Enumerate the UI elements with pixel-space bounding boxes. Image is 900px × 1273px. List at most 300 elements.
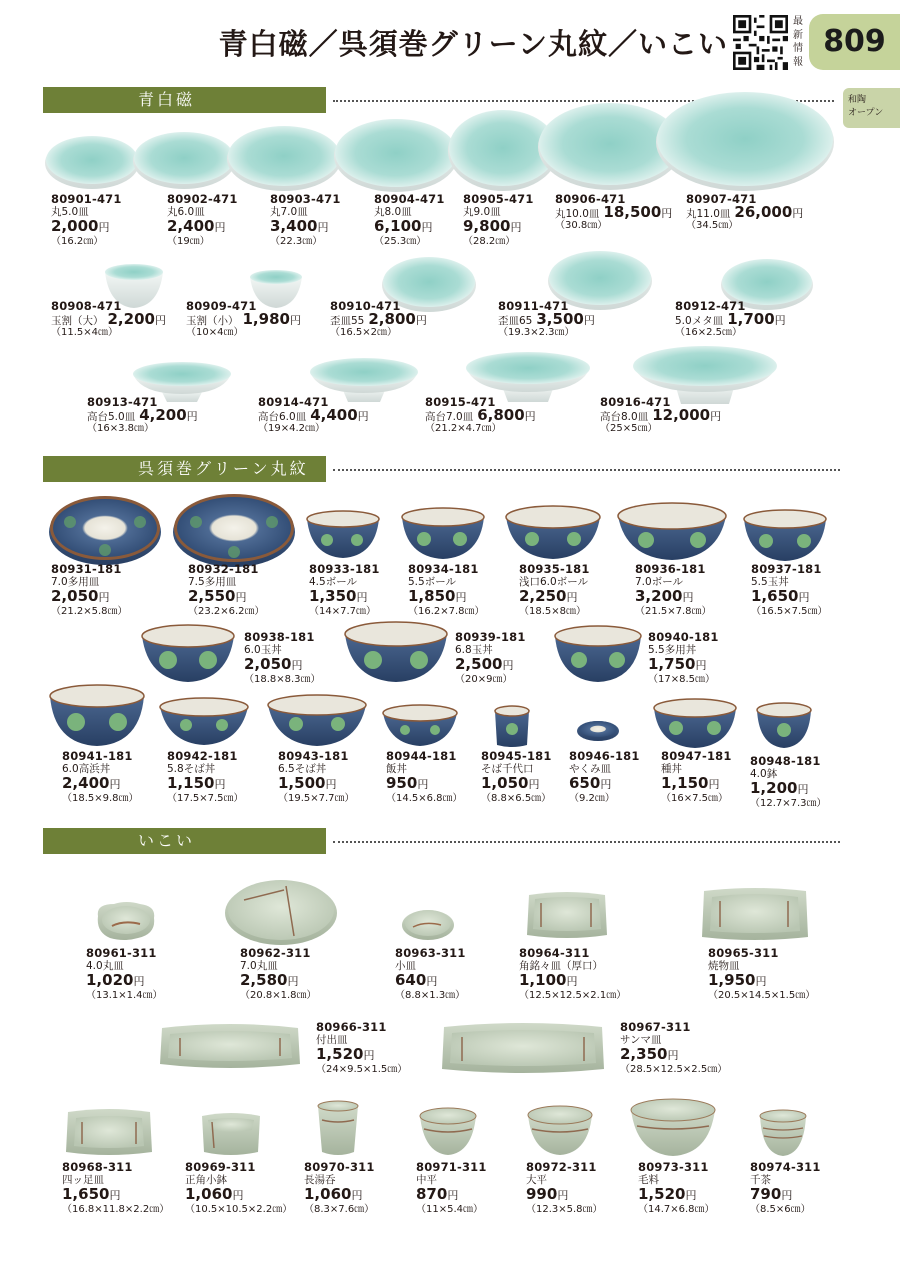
yen-unit: 円 xyxy=(455,591,467,604)
product-item[interactable] xyxy=(638,1161,715,1217)
product-item[interactable] xyxy=(87,396,198,436)
yen-unit: 円 xyxy=(415,313,427,327)
product-size: （13.1×1.4㎝） xyxy=(86,990,163,1001)
yen-unit: 円 xyxy=(291,659,303,672)
product-name: 付出皿 xyxy=(316,1033,348,1046)
product-photo xyxy=(94,900,158,942)
product-photo xyxy=(44,130,140,190)
yen-unit: 円 xyxy=(583,313,595,327)
product-size: （16.8×11.8×2.2㎝） xyxy=(62,1204,170,1215)
product-code: 80908-471 xyxy=(51,299,122,313)
product-name: 角銘々皿（厚口） xyxy=(519,959,603,972)
product-name: 丸11.0皿 xyxy=(686,207,731,220)
product-code: 80971-311 xyxy=(416,1160,487,1174)
product-code: 80916-471 xyxy=(600,395,671,409)
product-photo xyxy=(64,1106,154,1160)
product-item[interactable] xyxy=(416,1161,487,1217)
section-header-ikoi: いこい xyxy=(43,828,326,854)
product-item[interactable] xyxy=(498,300,595,340)
product-size: （17×8.5㎝） xyxy=(648,674,716,685)
product-name: 大平 xyxy=(526,1173,547,1186)
product-code: 80901-471 xyxy=(51,192,122,206)
product-price: 1,520 xyxy=(638,1185,686,1203)
product-code: 80933-181 xyxy=(309,562,380,576)
product-size: （21.2×4.7㎝） xyxy=(425,423,502,434)
product-name: 丸5.0皿 xyxy=(51,205,89,218)
product-code: 80967-311 xyxy=(620,1020,691,1034)
product-price: 1,020 xyxy=(86,971,134,989)
product-item[interactable] xyxy=(395,947,466,1003)
yen-unit: 円 xyxy=(109,778,121,791)
product-item[interactable] xyxy=(686,193,803,233)
product-item[interactable] xyxy=(600,396,721,436)
product-price: 1,700 xyxy=(727,309,775,328)
product-name: サンマ皿 xyxy=(620,1033,662,1046)
yen-unit: 円 xyxy=(661,206,673,220)
product-name: そば千代口 xyxy=(481,762,534,775)
product-price: 1,650 xyxy=(751,587,799,605)
product-photo xyxy=(266,694,368,748)
product-code: 80912-471 xyxy=(675,299,746,313)
yen-unit: 円 xyxy=(524,409,536,423)
section-divider xyxy=(333,841,840,843)
product-name: 焼物皿 xyxy=(708,959,740,972)
product-name: 5.5玉丼 xyxy=(751,575,789,588)
yen-unit: 円 xyxy=(710,409,722,423)
product-name: 7.0ボール xyxy=(635,575,683,588)
product-price: 1,750 xyxy=(648,655,696,673)
yen-unit: 円 xyxy=(528,778,540,791)
product-item[interactable] xyxy=(330,300,427,340)
yen-unit: 円 xyxy=(186,409,198,423)
product-item[interactable] xyxy=(661,750,732,806)
product-code: 80905-471 xyxy=(463,192,534,206)
product-price: 2,350 xyxy=(620,1045,668,1063)
product-photo xyxy=(172,490,296,568)
product-size: （14.5×6.8㎝） xyxy=(386,793,463,804)
product-item[interactable] xyxy=(244,631,321,687)
product-photo xyxy=(526,1105,594,1157)
product-size: （16×3.8㎝） xyxy=(87,423,155,434)
product-name: やくみ皿 xyxy=(569,762,611,775)
product-size: （23.2×6.2㎝） xyxy=(188,606,265,617)
yen-unit: 円 xyxy=(351,1189,363,1202)
product-size: （10×4㎝） xyxy=(186,327,244,338)
product-item[interactable] xyxy=(240,947,317,1003)
product-size: （19×4.2㎝） xyxy=(258,423,326,434)
page-title: 青白磁／呉須巻グリーン丸紋／いこい xyxy=(218,27,728,61)
product-name: 小皿 xyxy=(395,959,416,972)
product-name: 5.5ボール xyxy=(408,575,456,588)
product-price: 950 xyxy=(386,774,418,792)
product-item[interactable] xyxy=(86,947,163,1003)
product-code: 80902-471 xyxy=(167,192,238,206)
product-size: （10.5×10.5×2.2㎝） xyxy=(185,1204,293,1215)
product-code: 80913-471 xyxy=(87,395,158,409)
product-photo xyxy=(493,705,531,749)
product-photo xyxy=(226,118,342,192)
product-size: （12.7×7.3㎝） xyxy=(750,798,827,809)
yen-unit: 円 xyxy=(600,778,612,791)
product-code: 80948-181 xyxy=(750,754,821,768)
product-name: 高台8.0皿 xyxy=(600,410,649,423)
product-size: （18.8×8.3㎝） xyxy=(244,674,321,685)
product-price: 2,050 xyxy=(244,655,292,673)
yen-unit: 円 xyxy=(109,1189,121,1202)
product-item[interactable] xyxy=(526,1161,603,1217)
product-photo xyxy=(758,1108,808,1158)
yen-unit: 円 xyxy=(781,1189,793,1202)
product-item[interactable] xyxy=(569,750,640,806)
yen-unit: 円 xyxy=(356,591,368,604)
product-name: 浅口6.0ボール xyxy=(519,575,588,588)
product-code: 80947-181 xyxy=(661,749,732,763)
product-code: 80915-471 xyxy=(425,395,496,409)
product-item[interactable] xyxy=(62,750,139,806)
product-code: 80966-311 xyxy=(316,1020,387,1034)
product-item[interactable] xyxy=(316,1021,407,1077)
product-item[interactable] xyxy=(304,1161,375,1217)
product-name: 5.5多用丼 xyxy=(648,643,697,656)
product-name: 玉割（大） xyxy=(51,314,104,327)
product-item[interactable] xyxy=(408,563,485,619)
product-code: 80909-471 xyxy=(186,299,257,313)
product-price: 1,980 xyxy=(242,309,290,328)
product-price: 1,200 xyxy=(750,779,798,797)
yen-unit: 円 xyxy=(774,313,786,327)
product-photo xyxy=(700,885,810,945)
product-code: 80903-471 xyxy=(270,192,341,206)
product-price: 6,800 xyxy=(477,405,525,424)
product-price: 2,200 xyxy=(107,309,155,328)
product-item[interactable] xyxy=(635,563,712,619)
product-code: 80934-181 xyxy=(408,562,479,576)
product-code: 80907-471 xyxy=(686,192,757,206)
yen-unit: 円 xyxy=(98,591,110,604)
product-price: 3,500 xyxy=(536,309,584,328)
product-price: 1,100 xyxy=(519,971,567,989)
product-size: （17.5×7.5㎝） xyxy=(167,793,244,804)
product-price: 870 xyxy=(416,1185,448,1203)
product-size: （9.2㎝） xyxy=(569,793,615,804)
product-item[interactable] xyxy=(51,563,128,619)
product-code: 80969-311 xyxy=(185,1160,256,1174)
product-name: 丸9.0皿 xyxy=(463,205,501,218)
product-item[interactable] xyxy=(374,193,445,249)
yen-unit: 円 xyxy=(447,1189,459,1202)
product-size: （8.8×1.3㎝） xyxy=(395,990,466,1001)
product-price: 1,060 xyxy=(304,1185,352,1203)
product-price: 4,200 xyxy=(139,405,187,424)
product-price: 1,850 xyxy=(408,587,456,605)
product-name: 7.0多用皿 xyxy=(51,575,100,588)
product-item[interactable] xyxy=(750,1161,821,1217)
product-code: 80941-181 xyxy=(62,749,133,763)
product-code: 80974-311 xyxy=(750,1160,821,1174)
yen-unit: 円 xyxy=(755,975,767,988)
product-code: 80932-181 xyxy=(188,562,259,576)
yen-unit: 円 xyxy=(798,591,810,604)
product-photo xyxy=(343,620,449,684)
product-code: 80964-311 xyxy=(519,946,590,960)
product-size: （8.3×7.6㎝） xyxy=(304,1204,375,1215)
product-size: （19.3×2.3㎝） xyxy=(498,327,575,338)
yen-unit: 円 xyxy=(797,783,809,796)
category-tab-line2: オープン xyxy=(848,108,884,118)
yen-unit: 円 xyxy=(510,221,522,234)
product-price: 1,150 xyxy=(167,774,215,792)
product-price: 1,050 xyxy=(481,774,529,792)
product-name: 毛料 xyxy=(638,1173,659,1186)
yen-unit: 円 xyxy=(667,1049,679,1062)
product-code: 80973-311 xyxy=(638,1160,709,1174)
product-price: 3,200 xyxy=(635,587,683,605)
product-size: （8.8×6.5㎝） xyxy=(481,793,552,804)
product-code: 80936-181 xyxy=(635,562,706,576)
yen-unit: 円 xyxy=(98,221,110,234)
product-item[interactable] xyxy=(519,947,626,1003)
product-price: 1,500 xyxy=(278,774,326,792)
product-code: 80944-181 xyxy=(386,749,457,763)
product-item[interactable] xyxy=(751,563,828,619)
product-name: 4.0丸皿 xyxy=(86,959,124,972)
product-photo xyxy=(381,704,459,748)
product-size: （25×5㎝） xyxy=(600,423,658,434)
product-size: （16×2.5㎝） xyxy=(675,327,743,338)
product-photo xyxy=(140,624,236,684)
product-size: （18.5×9.8㎝） xyxy=(62,793,139,804)
product-photo xyxy=(401,907,455,941)
product-item[interactable] xyxy=(167,193,238,249)
product-photo xyxy=(224,876,338,946)
yen-unit: 円 xyxy=(357,409,369,423)
product-code: 80942-181 xyxy=(167,749,238,763)
product-name: 丸8.0皿 xyxy=(374,205,412,218)
product-photo xyxy=(742,509,828,563)
yen-unit: 円 xyxy=(566,591,578,604)
product-price: 2,000 xyxy=(51,217,99,235)
product-item[interactable] xyxy=(708,947,815,1003)
product-price: 9,800 xyxy=(463,217,511,235)
product-price: 640 xyxy=(395,971,427,989)
product-price: 2,580 xyxy=(240,971,288,989)
product-item[interactable] xyxy=(620,1021,727,1077)
product-size: （28.5×12.5×2.5㎝） xyxy=(620,1064,728,1075)
product-item[interactable] xyxy=(185,1161,292,1217)
product-photo xyxy=(48,684,146,748)
yen-unit: 円 xyxy=(289,313,301,327)
product-item[interactable] xyxy=(425,396,536,436)
product-name: 高台6.0皿 xyxy=(258,410,307,423)
product-item[interactable] xyxy=(167,750,244,806)
yen-unit: 円 xyxy=(317,221,329,234)
yen-unit: 円 xyxy=(417,778,429,791)
product-code: 80970-311 xyxy=(304,1160,375,1174)
product-price: 1,520 xyxy=(316,1045,364,1063)
product-price: 2,050 xyxy=(51,587,99,605)
product-photo xyxy=(158,697,250,747)
product-size: （21.2×5.8㎝） xyxy=(51,606,128,617)
product-item[interactable] xyxy=(463,193,534,249)
product-photo xyxy=(652,698,738,750)
product-code: 80963-311 xyxy=(395,946,466,960)
yen-unit: 円 xyxy=(133,975,145,988)
product-price: 4,400 xyxy=(310,405,358,424)
yen-unit: 円 xyxy=(232,1189,244,1202)
product-price: 26,000 xyxy=(734,202,793,221)
product-item[interactable] xyxy=(555,193,672,233)
product-size: （19㎝） xyxy=(167,236,210,247)
product-name: 歪皿55 xyxy=(330,314,365,327)
yen-unit: 円 xyxy=(685,1189,697,1202)
product-photo xyxy=(400,507,486,561)
product-name: 6.0高浜丼 xyxy=(62,762,111,775)
product-size: （34.5㎝） xyxy=(686,220,739,231)
product-size: （30.8㎝） xyxy=(555,220,608,231)
product-item[interactable] xyxy=(750,755,827,811)
product-item[interactable] xyxy=(455,631,526,687)
product-size: （12.5×12.5×2.1㎝） xyxy=(519,990,627,1001)
product-size: （8.5×6㎝） xyxy=(750,1204,811,1215)
product-item[interactable] xyxy=(186,300,301,340)
section-header-seihakuji: 青白磁 xyxy=(43,87,326,113)
product-price: 2,400 xyxy=(62,774,110,792)
product-price: 1,060 xyxy=(185,1185,233,1203)
product-price: 1,150 xyxy=(661,774,709,792)
product-name: 正角小鉢 xyxy=(185,1173,227,1186)
product-name: 4.0鉢 xyxy=(750,767,778,780)
product-name: 丸10.0皿 xyxy=(555,207,600,220)
yen-unit: 円 xyxy=(557,1189,569,1202)
product-name: 中平 xyxy=(416,1173,437,1186)
yen-unit: 円 xyxy=(792,206,804,220)
yen-unit: 円 xyxy=(235,591,247,604)
yen-unit: 円 xyxy=(363,1049,375,1062)
product-size: （14×7.7㎝） xyxy=(309,606,377,617)
product-item[interactable] xyxy=(188,563,265,619)
product-size: （11×5.4㎝） xyxy=(416,1204,484,1215)
product-item[interactable] xyxy=(62,1161,169,1217)
product-code: 80911-471 xyxy=(498,299,569,313)
product-name: 7.0丸皿 xyxy=(240,959,278,972)
product-code: 80904-471 xyxy=(374,192,445,206)
category-tab-line1: 和陶 xyxy=(848,95,867,105)
product-price: 1,350 xyxy=(309,587,357,605)
product-photo xyxy=(755,702,813,750)
product-price: 2,400 xyxy=(167,217,215,235)
product-price: 2,500 xyxy=(455,655,503,673)
product-price: 1,950 xyxy=(708,971,756,989)
product-price: 790 xyxy=(750,1185,782,1203)
product-name: 飯丼 xyxy=(386,762,407,775)
product-price: 2,550 xyxy=(188,587,236,605)
product-name: 玉割（小） xyxy=(186,314,239,327)
product-item[interactable] xyxy=(481,750,552,806)
product-photo xyxy=(553,624,643,684)
product-item[interactable] xyxy=(270,193,341,249)
product-item[interactable] xyxy=(519,563,590,619)
product-photo xyxy=(525,889,609,941)
product-code: 80931-181 xyxy=(51,562,122,576)
product-name: 6.8玉丼 xyxy=(455,643,493,656)
product-code: 80935-181 xyxy=(519,562,590,576)
product-name: 歪皿65 xyxy=(498,314,533,327)
product-photo xyxy=(48,492,162,566)
product-price: 12,000 xyxy=(652,405,711,424)
product-size: （21.5×7.8㎝） xyxy=(635,606,712,617)
yen-unit: 円 xyxy=(287,975,299,988)
product-photo xyxy=(418,1107,478,1157)
yen-unit: 円 xyxy=(682,591,694,604)
product-photo xyxy=(305,510,381,560)
product-code: 80968-311 xyxy=(62,1160,133,1174)
product-price: 2,250 xyxy=(519,587,567,605)
product-code: 80940-181 xyxy=(648,630,719,644)
yen-unit: 円 xyxy=(154,313,166,327)
product-name: 長湯呑 xyxy=(304,1173,336,1186)
product-item[interactable] xyxy=(648,631,719,687)
product-item[interactable] xyxy=(258,396,369,436)
product-item[interactable] xyxy=(309,563,380,619)
product-size: （19.5×7.7㎝） xyxy=(278,793,355,804)
product-photo xyxy=(316,1100,360,1158)
product-price: 990 xyxy=(526,1185,558,1203)
product-size: （20.5×14.5×1.5㎝） xyxy=(708,990,816,1001)
product-code: 80965-311 xyxy=(708,946,779,960)
product-size: （20×9㎝） xyxy=(455,674,513,685)
yen-unit: 円 xyxy=(566,975,578,988)
product-code: 80937-181 xyxy=(751,562,822,576)
product-code: 80914-471 xyxy=(258,395,329,409)
yen-unit: 円 xyxy=(214,221,226,234)
product-name: 丸6.0皿 xyxy=(167,205,205,218)
product-price: 6,100 xyxy=(374,217,422,235)
category-tab[interactable] xyxy=(843,88,900,128)
product-size: （11.5×4㎝） xyxy=(51,327,119,338)
product-name: 種丼 xyxy=(661,762,682,775)
product-size: （22.3㎝） xyxy=(270,236,323,247)
yen-unit: 円 xyxy=(502,659,514,672)
product-name: 高台7.0皿 xyxy=(425,410,474,423)
yen-unit: 円 xyxy=(421,221,433,234)
section-divider xyxy=(333,469,840,471)
product-item[interactable] xyxy=(675,300,786,340)
product-size: （16.5×2㎝） xyxy=(330,327,398,338)
product-photo xyxy=(655,86,835,192)
product-code: 80945-181 xyxy=(481,749,552,763)
product-size: （18.5×8㎝） xyxy=(519,606,587,617)
qr-code-icon[interactable] xyxy=(733,15,788,70)
product-size: （16.2㎝） xyxy=(51,236,104,247)
product-name: 5.0メタ皿 xyxy=(675,314,724,327)
product-size: （16.2×7.8㎝） xyxy=(408,606,485,617)
product-code: 80938-181 xyxy=(244,630,315,644)
product-size: （25.3㎝） xyxy=(374,236,427,247)
product-item[interactable] xyxy=(51,193,122,249)
product-item[interactable] xyxy=(386,750,463,806)
product-photo xyxy=(198,1110,264,1158)
product-name: 4.5ボール xyxy=(309,575,357,588)
product-photo xyxy=(616,502,728,562)
yen-unit: 円 xyxy=(708,778,720,791)
product-item[interactable] xyxy=(51,300,166,340)
product-size: （20.8×1.8㎝） xyxy=(240,990,317,1001)
product-price: 2,800 xyxy=(368,309,416,328)
yen-unit: 円 xyxy=(325,778,337,791)
product-item[interactable] xyxy=(278,750,355,806)
product-price: 18,500 xyxy=(603,202,662,221)
product-photo xyxy=(576,718,620,742)
